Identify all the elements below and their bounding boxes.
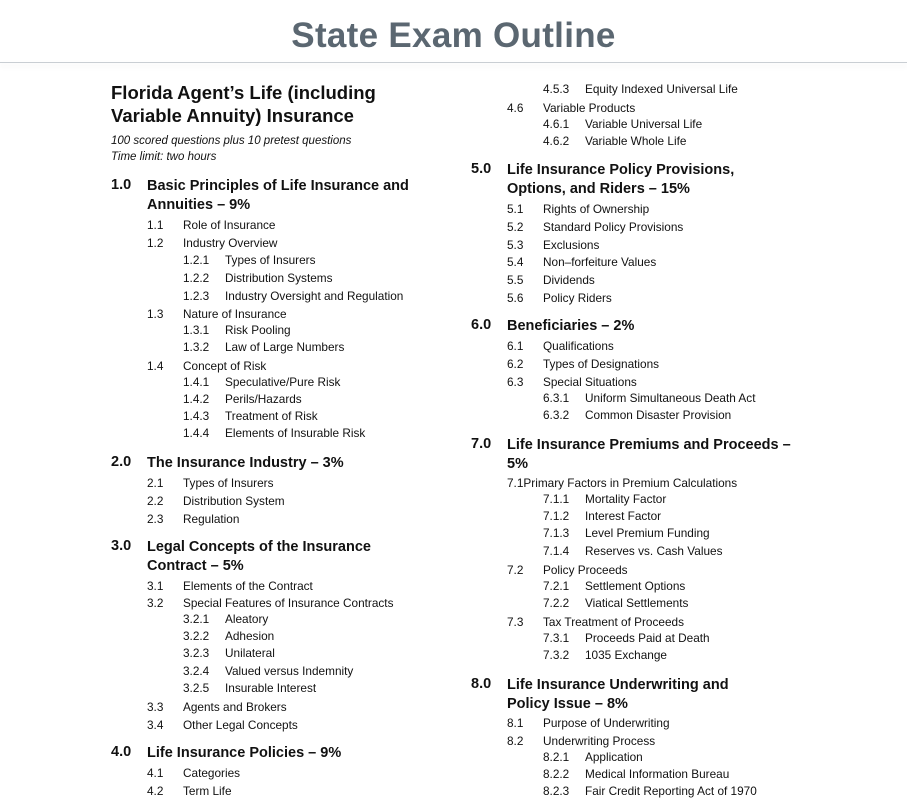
outline-number: 2.2 (147, 494, 164, 508)
outline-text: Exclusions (543, 238, 600, 252)
outline-text: Speculative/Pure Risk (225, 375, 341, 389)
outline-number: 5.0 (471, 161, 492, 177)
outline-text: Qualifications (543, 339, 614, 353)
outline-number: 6.2 (507, 357, 524, 371)
outline-number: 7.0 (471, 436, 492, 452)
outline-text-continued: Policy Issue – 8% (507, 696, 628, 712)
outline-number: 2.1 (147, 476, 164, 490)
outline-number: 1.3 (147, 307, 164, 321)
outline-number: 4.2 (147, 784, 164, 798)
outline-text-continued: Contract – 5% (147, 558, 244, 574)
outline-text: Industry Overview (183, 236, 278, 250)
outline-number: 1.4.2 (183, 392, 210, 406)
outline-text: Regulation (183, 512, 240, 526)
outline-text: Risk Pooling (225, 323, 291, 337)
outline-number: 5.1 (507, 202, 524, 216)
outline-text: Perils/Hazards (225, 392, 302, 406)
outline-text: Elements of the Contract (183, 579, 313, 593)
outline-number: 4.5.3 (543, 82, 570, 96)
outline-number: 8.2 (507, 734, 524, 748)
outline-text: Settlement Options (585, 579, 686, 593)
outline-text: Role of Insurance (183, 218, 276, 232)
exam-question-count: 100 scored questions plus 10 pretest questions (111, 135, 352, 147)
outline-number: 3.2 (147, 596, 164, 610)
outline-number: 1.2.3 (183, 289, 210, 303)
outline-text: Uniform Simultaneous Death Act (585, 391, 756, 405)
outline-text: Beneficiaries – 2% (507, 318, 635, 334)
outline-text: Fair Credit Reporting Act of 1970 (585, 784, 757, 798)
outline-number: 6.3.1 (543, 391, 570, 405)
outline-number: 8.0 (471, 676, 492, 692)
outline-text: Viatical Settlements (585, 596, 689, 610)
outline-number: 1.4.1 (183, 375, 210, 389)
outline-text: Types of Insurers (225, 253, 316, 267)
outline-text: Concept of Risk (183, 359, 267, 373)
outline-number: 3.2.1 (183, 612, 210, 626)
outline-text: Types of Insurers (183, 476, 274, 490)
outline-text: Non–forfeiture Values (543, 255, 657, 269)
outline-number: 7.3.1 (543, 631, 570, 645)
outline-text: Common Disaster Provision (585, 408, 732, 422)
outline-text: Elements of Insurable Risk (225, 426, 366, 440)
outline-text: Legal Concepts of the Insurance (147, 539, 371, 555)
outline-number: 6.1 (507, 339, 524, 353)
outline-number: 3.4 (147, 718, 164, 732)
outline-text: Underwriting Process (543, 734, 656, 748)
outline-text: Insurable Interest (225, 681, 317, 695)
outline-text: Types of Designations (543, 357, 660, 371)
outline-text: Special Features of Insurance Contracts (183, 596, 394, 610)
outline-number: 6.0 (471, 317, 492, 333)
outline-number: 3.2.4 (183, 664, 210, 678)
outline-number: 3.3 (147, 700, 164, 714)
outline-text: Dividends (543, 273, 595, 287)
outline-text: Mortality Factor (585, 492, 667, 506)
outline-text: Other Legal Concepts (183, 718, 298, 732)
outline-text: Tax Treatment of Proceeds (543, 615, 684, 629)
outline-text: Distribution System (183, 494, 285, 508)
page-title: State Exam Outline (291, 16, 616, 55)
outline-number: 1.3.2 (183, 340, 210, 354)
outline-text: Life Insurance Policy Provisions, (507, 162, 735, 178)
outline-text: Term Life (183, 784, 232, 798)
outline-number: 1.1 (147, 218, 164, 232)
outline-text: 1035 Exchange (585, 648, 667, 662)
exam-time-limit: Time limit: two hours (111, 151, 217, 163)
outline-number: 7.2 (507, 563, 524, 577)
outline-text: The Insurance Industry – 3% (147, 455, 344, 471)
outline-text: Variable Universal Life (585, 117, 703, 131)
outline-text: Unilateral (225, 646, 275, 660)
outline-number: 7.3 (507, 615, 524, 629)
outline-number: 1.4.4 (183, 426, 210, 440)
outline-number: 7.2.1 (543, 579, 570, 593)
outline-text: Agents and Brokers (183, 700, 287, 714)
outline-text: Life Insurance Underwriting and (507, 677, 729, 693)
outline-number: 3.0 (111, 538, 132, 554)
outline-number: 1.0 (111, 177, 132, 193)
outline-text: Rights of Ownership (543, 202, 650, 216)
outline-text-continued: Annuities – 9% (147, 197, 251, 213)
outline-text: Special Situations (543, 375, 637, 389)
outline-number: 8.1 (507, 716, 524, 730)
outline-number: 7.1.4 (543, 544, 570, 558)
outline-number: 4.1 (147, 766, 164, 780)
outline-number: 6.3 (507, 375, 524, 389)
outline-text: Nature of Insurance (183, 307, 287, 321)
outline-number: 1.4.3 (183, 409, 210, 423)
outline-text: Law of Large Numbers (225, 340, 345, 354)
outline-text: Variable Products (543, 101, 636, 115)
outline-number: 7.3.2 (543, 648, 570, 662)
document-title-line-1: Florida Agent’s Life (including (111, 82, 376, 103)
outline-number: 1.2.2 (183, 271, 210, 285)
outline-number: 1.4 (147, 359, 164, 373)
outline-number: 3.2.3 (183, 646, 210, 660)
outline-number: 4.0 (111, 744, 132, 760)
document-title-line-2: Variable Annuity) Insurance (111, 105, 354, 126)
outline-number: 3.2.2 (183, 629, 210, 643)
outline-number: 1.3.1 (183, 323, 210, 337)
outline-number: 4.6.1 (543, 117, 570, 131)
outline-text: Aleatory (225, 612, 269, 626)
outline-text: Valued versus Indemnity (225, 664, 354, 678)
outline-text-continued: Options, and Riders – 15% (507, 181, 690, 197)
outline-text: Life Insurance Policies – 9% (147, 745, 342, 761)
outline-number: 8.2.2 (543, 767, 570, 781)
outline-number: 1.2.1 (183, 253, 210, 267)
outline-number: 3.2.5 (183, 681, 210, 695)
outline-number: 2.3 (147, 512, 164, 526)
outline-number: 1.2 (147, 236, 164, 250)
outline-text: Purpose of Underwriting (543, 716, 670, 730)
outline-number: 5.5 (507, 273, 524, 287)
outline-number: 7.2.2 (543, 596, 570, 610)
outline-text: Medical Information Bureau (585, 767, 730, 781)
outline-number: 7.1.3 (543, 526, 570, 540)
outline-number: 5.6 (507, 291, 524, 305)
outline-number: 4.6 (507, 101, 524, 115)
outline-text: 7.1Primary Factors in Premium Calculations (507, 476, 738, 490)
outline-number: 5.3 (507, 238, 524, 252)
outline-text: Industry Oversight and Regulation (225, 289, 404, 303)
outline-text: Adhesion (225, 629, 275, 643)
outline-number: 4.6.2 (543, 134, 570, 148)
outline-number: 7.1.2 (543, 509, 570, 523)
outline-text: Application (585, 750, 643, 764)
outline-text: Reserves vs. Cash Values (585, 544, 723, 558)
outline-text: Categories (183, 766, 241, 780)
outline-number: 5.2 (507, 220, 524, 234)
outline-text: Distribution Systems (225, 271, 333, 285)
outline-number: 8.2.1 (543, 750, 570, 764)
outline-number: 5.4 (507, 255, 524, 269)
outline-number: 8.2.3 (543, 784, 570, 798)
outline-text: Basic Principles of Life Insurance and (147, 178, 409, 194)
outline-text: Life Insurance Premiums and Proceeds – (507, 437, 791, 453)
outline-number: 2.0 (111, 454, 132, 470)
outline-text: Level Premium Funding (585, 526, 710, 540)
outline-text: Policy Riders (543, 291, 612, 305)
outline-number: 6.3.2 (543, 408, 570, 422)
outline-text-continued: 5% (507, 456, 528, 472)
outline-text: Standard Policy Provisions (543, 220, 684, 234)
outline-text: Interest Factor (585, 509, 662, 523)
outline-number: 3.1 (147, 579, 164, 593)
outline-text: Variable Whole Life (585, 134, 687, 148)
outline-number: 7.1.1 (543, 492, 570, 506)
outline-text: Proceeds Paid at Death (585, 631, 710, 645)
outline-text: Treatment of Risk (225, 409, 318, 423)
title-divider (0, 62, 907, 63)
outline-text: Equity Indexed Universal Life (585, 82, 738, 96)
outline-text: Policy Proceeds (543, 563, 628, 577)
